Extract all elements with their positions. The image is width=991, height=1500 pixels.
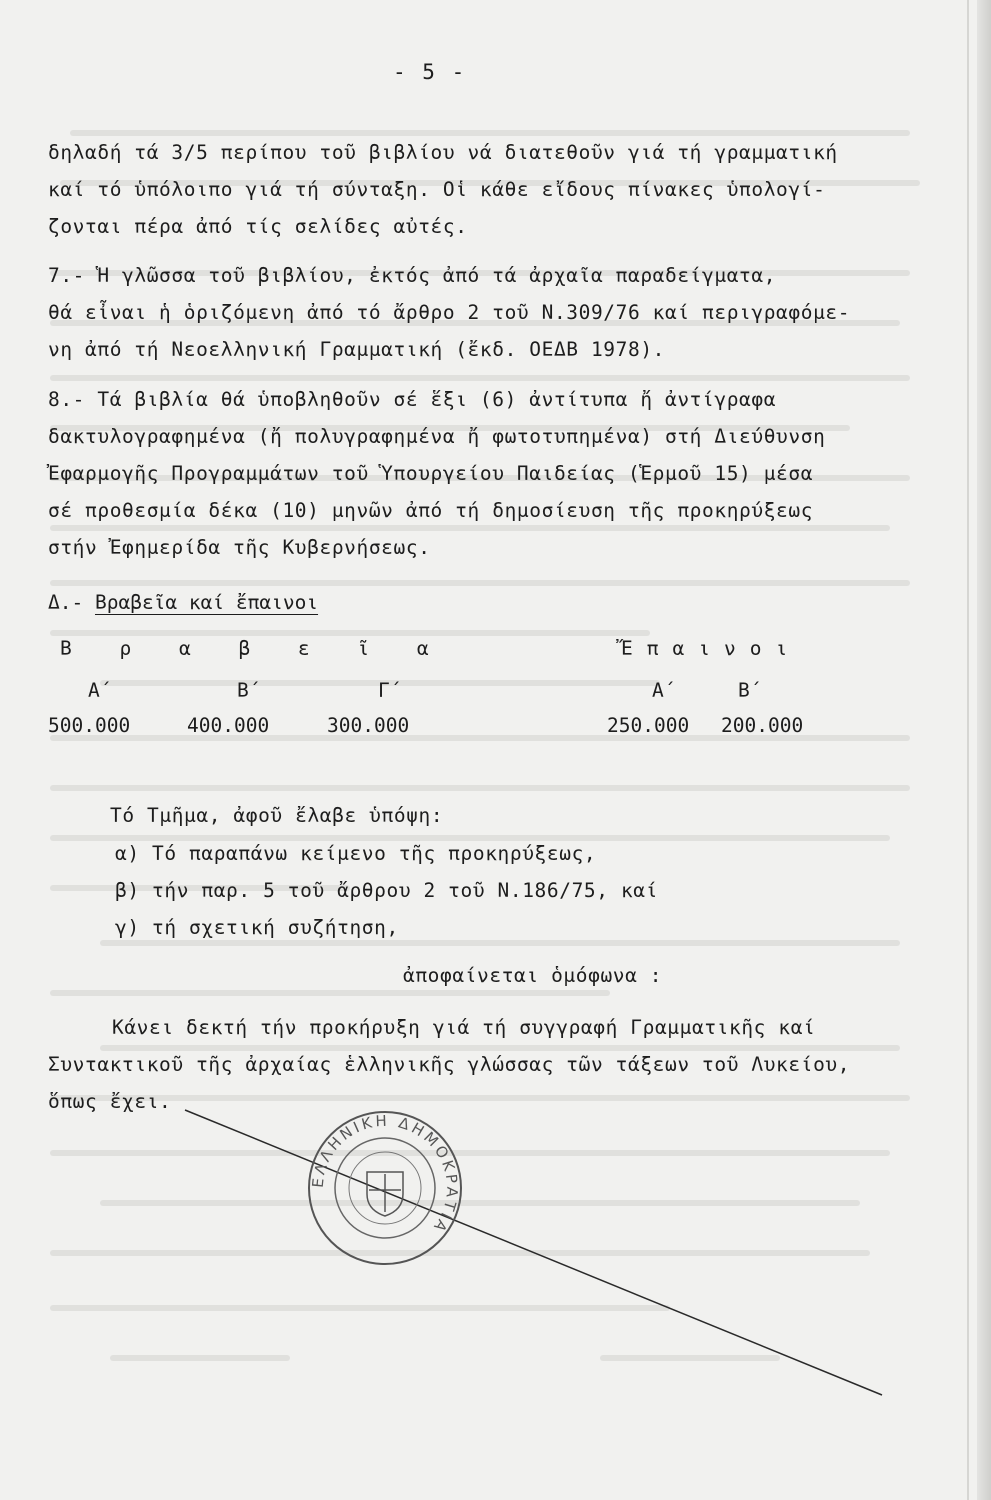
epainos-amount: 200.000 xyxy=(721,714,804,737)
body-line: δηλαδή τά 3/5 περίπου τοῦ βιβλίου νά διατεθοῦν γιά τή γραμματική xyxy=(48,141,838,164)
body-line: Ἐφαρμογῆς Προγραμμάτων τοῦ Ὑπουργείου Παιδείας (Ἑρμοῦ 15) μέσα xyxy=(48,462,814,485)
vraveia-grade: Γ΄ xyxy=(378,679,402,702)
official-seal-stamp xyxy=(305,1108,465,1268)
section-title: Βραβεῖα καί ἔπαινοι xyxy=(94,591,319,614)
body-line: σέ προθεσμία δέκα (10) μηνῶν ἀπό τή δημοσίευση τῆς προκηρύξεως xyxy=(48,499,814,522)
section-letter: Δ.- xyxy=(48,591,84,614)
vraveia-amount: 300.000 xyxy=(327,714,410,737)
decision-verdict: ἀποφαίνεται ὁμόφωνα : xyxy=(403,964,663,987)
body-line: θά εἶναι ἡ ὁριζόμενη ἀπό τό ἄρθρο 2 τοῦ Ν.309/76 καί περιγραφόμε- xyxy=(48,301,851,324)
epainos-amount: 250.000 xyxy=(607,714,690,737)
epainos-grade: Β΄ xyxy=(738,679,762,702)
vraveia-amount: 500.000 xyxy=(48,714,131,737)
closing-line: Κάνει δεκτή τήν προκήρυξη γιά τή συγγραφή Γραμματικῆς καί xyxy=(112,1016,816,1039)
vraveia-grade: Α΄ xyxy=(88,679,112,702)
body-line: νη ἀπό τή Νεοελληνική Γραμματική (ἔκδ. ΟΕΔΒ 1978). xyxy=(48,338,665,361)
decision-item: γ) τή σχετική συζήτηση, xyxy=(115,916,399,939)
closing-line: Συντακτικοῦ τῆς ἀρχαίας ἑλληνικῆς γλώσσας τῶν τάξεων τοῦ Λυκείου, xyxy=(48,1053,851,1076)
vraveia-grade: Β΄ xyxy=(237,679,261,702)
stamp-text: ΕΛΛΗΝΙΚΗ ΔΗΜΟΚΡΑΤΙΑ xyxy=(308,1111,462,1238)
epainoi-label: Ἔπαινοι xyxy=(621,637,802,660)
body-line: καί τό ὑπόλοιπο γιά τή σύνταξη. Οἱ κάθε εἴδους πίνακες ὑπολογί- xyxy=(48,178,826,201)
body-line: στήν Ἐφημερίδα τῆς Κυβερνήσεως. xyxy=(48,536,431,559)
body-line: ζονται πέρα ἀπό τίς σελίδες αὐτές. xyxy=(48,215,468,238)
body-line: 8.- Τά βιβλία θά ὑποβληθοῦν σέ ἕξι (6) ἀντίτυπα ἤ ἀντίγραφα xyxy=(48,388,777,411)
epainos-grade: Α΄ xyxy=(652,679,676,702)
coat-of-arms-icon xyxy=(367,1172,403,1216)
decision-intro: Τό Τμῆμα, ἀφοῦ ἔλαβε ὑπόψη: xyxy=(110,804,444,827)
vraveia-amount: 400.000 xyxy=(187,714,270,737)
body-line: 7.- Ἡ γλῶσσα τοῦ βιβλίου, ἐκτός ἀπό τά ἀρχαῖα παραδείγματα, xyxy=(48,264,777,287)
body-line: δακτυλογραφημένα (ἤ πολυγραφημένα ἤ φωτοτυπημένα) στή Διεύθυνση xyxy=(48,425,826,448)
page-number: - 5 - xyxy=(393,60,467,84)
vraveia-label: Β ρ α β ε ῖ α xyxy=(60,637,429,660)
decision-item: β) τήν παρ. 5 τοῦ ἄρθρου 2 τοῦ Ν.186/75, καί xyxy=(115,879,658,902)
decision-item: α) Τό παραπάνω κείμενο τῆς προκηρύξεως, xyxy=(115,842,597,865)
closing-line: ὅπως ἔχει. xyxy=(48,1090,172,1113)
